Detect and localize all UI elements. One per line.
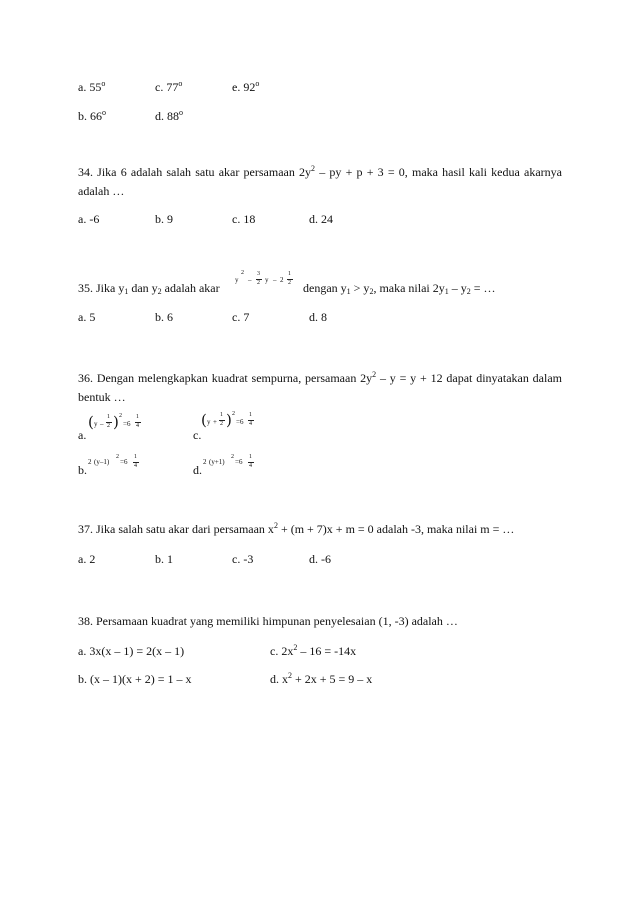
q35-option-b: b. 6 xyxy=(155,310,173,324)
q37-option-d: d. -6 xyxy=(309,552,331,566)
q34-option-a: a. -6 xyxy=(78,212,100,226)
q35-option-d: d. 8 xyxy=(309,310,327,324)
question-35-part1: 35. Jika $y_1$ dan $y_2$ adalah akar xyxy=(78,281,220,296)
q36-option-a-expression: ( y – 1 2 ) 2 =6 1 4 xyxy=(88,413,139,431)
q35-option-a: a. 5 xyxy=(78,310,96,324)
prev-option-e: e. 92$^o$ xyxy=(232,79,260,94)
q34-option-d: d. 24 xyxy=(309,212,333,226)
prev-option-d: d. 88$^o$ xyxy=(155,108,183,123)
q36-option-b-expression: 2 (y–1) 2 =6 1 4 xyxy=(88,454,137,469)
question-35-part2: dengan $y_1 > y_2$, maka nilai $2y_1 - y_2$ = … xyxy=(303,281,496,296)
question-36: 36. Dengan melengkapkan kuadrat sempurna, persamaan $2y^2 - y = y + 12$ dapat dinyatakan dalam bentuk … xyxy=(78,370,562,404)
prev-option-c: c. 77$^o$ xyxy=(155,79,183,94)
q36-option-c-label: c. xyxy=(193,428,202,442)
q37-option-a: a. 2 xyxy=(78,552,96,566)
q36-option-d-expression: 2 (y+1) 2 =6 1 4 xyxy=(203,454,252,469)
q37-option-b: b. 1 xyxy=(155,552,173,566)
question-38: 38. Persamaan kuadrat yang memiliki himpunan penyelesaian (1, -3) adalah … xyxy=(78,614,458,628)
q36-option-b-label: b. xyxy=(78,463,87,477)
q38-option-b: b. (x – 1)(x + 2) = 1 – x xyxy=(78,672,192,686)
q38-option-a: a. 3x(x – 1) = 2(x – 1) xyxy=(78,644,185,658)
q37-option-c: c. -3 xyxy=(232,552,254,566)
q34-option-c: c. 18 xyxy=(232,212,256,226)
q36-option-a-label: a. xyxy=(78,428,87,442)
q36-option-c-expression: ( y + 1 2 ) 2 =6 1 4 xyxy=(201,411,252,429)
q38-option-d: d. $x^2 + 2x + 5 = 9 - x$ xyxy=(270,671,373,686)
question-34: 34. Jika 6 adalah salah satu akar persamaan $2y^2$ – py + p + 3 = 0, maka hasil kali kedua akarnya adalah … xyxy=(78,164,562,198)
q36-option-d-label: d. xyxy=(193,463,202,477)
prev-option-b: b. 66$^o$ xyxy=(78,108,106,123)
question-37: 37. Jika salah satu akar dari persamaan $x^2 + (m + 7)x + m = 0$ adalah -3, maka nilai m = … xyxy=(78,521,515,536)
q35-option-c: c. 7 xyxy=(232,310,250,324)
q38-option-c: c. $2x^2 - 16 = -14x$ xyxy=(270,643,357,658)
q34-option-b: b. 9 xyxy=(155,212,173,226)
prev-option-a: a. 55$^o$ xyxy=(78,79,106,94)
q35-equation-image: y 2 – 3 2 y – 2 1 2 xyxy=(235,270,291,286)
